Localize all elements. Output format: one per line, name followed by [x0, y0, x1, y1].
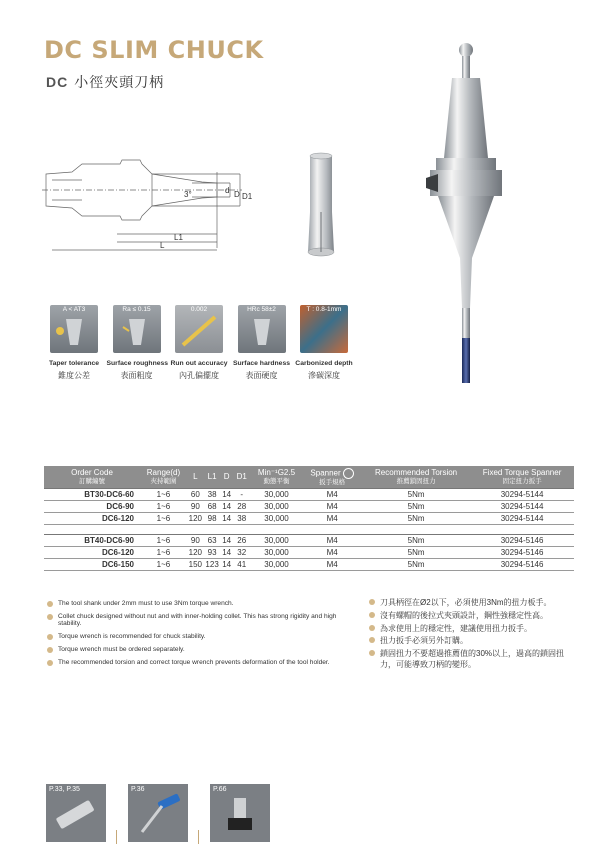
col-torsion: Recommended Torsion 推薦鎖固扭力 [362, 466, 470, 489]
note-item: Torque wrench is recommended for chuck stability. [58, 633, 358, 640]
table-cell: 1~6 [140, 513, 187, 525]
table-cell: 41 [233, 559, 251, 571]
D-label: D [234, 190, 240, 199]
table-cell: 30,000 [251, 489, 303, 501]
notes-english [58, 600, 358, 672]
table-cell: 30,000 [251, 535, 303, 547]
table-cell: 30,000 [251, 547, 303, 559]
table-cell: 120 [188, 548, 202, 558]
note-item: 為求使用上的穩定性，建議使用扭力扳手。 [380, 624, 575, 635]
collet-image [296, 152, 346, 262]
table-row [44, 559, 574, 571]
col-L1: L1 [204, 466, 221, 489]
feature-zh: 內孔偏擺度 [179, 371, 219, 380]
table-cell: 30294-5146 [470, 559, 574, 571]
table-cell: 1~6 [140, 501, 187, 513]
table-cell: 5Nm [362, 501, 470, 513]
table-cell: 68 [204, 501, 221, 513]
surface-roughness-icon: Ra ≤ 0.15 [113, 305, 161, 353]
table-cell: 5Nm [362, 559, 470, 571]
feature-surface-hardness [232, 305, 292, 381]
table-cell: DC6-120 [44, 547, 140, 559]
feature-carbonized-depth [294, 305, 354, 381]
table-cell: 150 [188, 560, 202, 570]
subtitle-code: DC [46, 74, 69, 90]
table-cell: M4 [302, 547, 362, 559]
L-label: L [160, 241, 165, 250]
table-row [44, 547, 574, 559]
feature-run-out [169, 305, 229, 381]
ref-page: P.36 [131, 786, 145, 793]
table-cell: 90 [187, 501, 204, 513]
tool-holder-image [412, 38, 512, 388]
table-row [44, 535, 574, 547]
ref-page: P.66 [213, 786, 227, 793]
feature-en: Taper tolerance [48, 360, 100, 367]
table-cell: 14 [222, 514, 232, 524]
table-cell: 14 [222, 536, 232, 546]
table-cell: 120 [188, 514, 202, 524]
table-cell: 60 [187, 489, 204, 501]
reference-thumbnails [46, 784, 292, 842]
table-cell: 90 [187, 535, 204, 547]
feature-zh: 錐度公差 [58, 371, 90, 380]
ref-collet[interactable] [46, 784, 106, 842]
L1-label: L1 [174, 233, 183, 242]
table-cell: 14 [222, 490, 232, 500]
ref-pull-stud[interactable] [210, 784, 270, 842]
table-cell: M4 [302, 489, 362, 501]
table-cell: 5Nm [362, 535, 470, 547]
table-cell: 30294-5144 [470, 489, 574, 501]
note-item: 扭力扳手必須另外訂購。 [380, 636, 575, 647]
ref-page: P.33, P.35 [49, 786, 80, 793]
table-cell: 98 [204, 513, 221, 525]
table-cell: 63 [204, 535, 221, 547]
note-item: The recommended torsion and correct torque wrench prevents deformation of the tool holder. [58, 659, 358, 666]
col-order-code: Order Code 訂購編號 [44, 466, 140, 489]
col-D: D [221, 466, 233, 489]
table-cell: 30294-5144 [470, 513, 574, 525]
table-cell: 30294-5146 [470, 547, 574, 559]
feature-en: Surface roughness [106, 360, 169, 367]
feature-list [44, 305, 354, 381]
table-cell: 26 [233, 535, 251, 547]
table-cell: 30,000 [251, 559, 303, 571]
feature-en: Run out accuracy [170, 360, 228, 367]
table-cell: 1~6 [140, 559, 187, 571]
feature-zh: 表面硬度 [245, 371, 278, 380]
table-cell: DC6-120 [44, 513, 140, 525]
feature-en: Surface hardness [232, 360, 291, 367]
table-cell: 14 [222, 502, 232, 512]
table-cell: BT30-DC6-60 [44, 489, 140, 501]
col-spanner: Spanner 扳手規格 [302, 466, 362, 489]
note-item: Collet chuck designed without nut and with inner-holding collet. This has strong rigidity and high stability. [58, 613, 358, 627]
ref-separator [198, 830, 199, 844]
note-item: The tool shank under 2mm must to use 3Nm torque wrench. [58, 600, 358, 607]
table-cell: - [233, 489, 251, 501]
ref-wrench[interactable] [128, 784, 188, 842]
table-cell: 28 [233, 501, 251, 513]
table-cell: M4 [302, 535, 362, 547]
table-cell: 123 [205, 560, 219, 570]
spec-table [44, 466, 574, 571]
note-item: Torque wrench must be ordered separately. [58, 646, 358, 653]
carbonized-depth-icon: T : 0.8-1mm [300, 305, 348, 353]
table-cell: DC6-150 [44, 559, 140, 571]
table-cell: M4 [302, 513, 362, 525]
ref-separator [116, 830, 117, 844]
table-cell: 93 [204, 547, 221, 559]
table-row [44, 513, 574, 525]
angle-label: 3° [184, 190, 192, 199]
page-title: DC SLIM CHUCK [44, 36, 264, 64]
col-fixed-spanner: Fixed Torque Spanner 固定扭力扳手 [470, 466, 574, 489]
taper-tolerance-icon: A < AT3 [50, 305, 98, 353]
table-cell: 5Nm [362, 547, 470, 559]
feature-zh: 表面粗度 [120, 371, 153, 380]
table-cell: 14 [222, 560, 232, 570]
note-item: 鎖固扭力不要超過推薦值的30%以上，過高的鎖固扭力，可能導致刀柄的變形。 [380, 649, 575, 671]
table-cell: 14 [222, 548, 232, 558]
table-cell: 38 [233, 513, 251, 525]
subtitle-text: 小徑夾頭刀柄 [74, 74, 165, 90]
table-cell: 1~6 [140, 489, 187, 501]
table-cell: 38 [204, 489, 221, 501]
col-rpm: Min⁻¹G2.5 動態平衡 [251, 466, 303, 489]
table-cell: 30,000 [251, 501, 303, 513]
table-cell: 1~6 [140, 547, 187, 559]
table-cell: 30294-5144 [470, 501, 574, 513]
table-header-row [44, 466, 574, 489]
note-item: 刀具柄徑在Ø2以下，必須使用3Nm的扭力板手。 [380, 598, 575, 609]
table-cell: 1~6 [140, 535, 187, 547]
table-cell: 32 [233, 547, 251, 559]
table-cell: 30294-5146 [470, 535, 574, 547]
page-subtitle [46, 72, 164, 92]
feature-zh: 滲碳深度 [308, 371, 340, 380]
table-cell: DC6-90 [44, 501, 140, 513]
col-D1: D1 [233, 466, 251, 489]
table-row [44, 489, 574, 501]
d-label: d [225, 186, 230, 195]
col-range: Range(d) 夾持範圍 [140, 466, 187, 489]
table-cell: BT40-DC6-90 [44, 535, 140, 547]
feature-taper-tolerance [44, 305, 104, 381]
table-cell: 30,000 [251, 513, 303, 525]
note-item: 沒有螺帽的後拉式夾頭設計，鋼性強穩定性高。 [380, 611, 575, 622]
col-L: L [187, 466, 204, 489]
table-cell: 5Nm [362, 513, 470, 525]
feature-surface-roughness [107, 305, 167, 381]
table-cell: M4 [302, 559, 362, 571]
spanner-icon [343, 468, 354, 479]
table-gap [44, 525, 574, 535]
surface-hardness-icon: HRc 58±2 [238, 305, 286, 353]
run-out-icon: 0.002 [175, 305, 223, 353]
D1-label: D1 [242, 192, 253, 201]
table-cell: 5Nm [362, 489, 470, 501]
notes-chinese [380, 598, 575, 673]
feature-en: Carbonized depth [295, 360, 353, 367]
table-row [44, 501, 574, 513]
table-cell: M4 [302, 501, 362, 513]
technical-drawing [42, 150, 257, 260]
